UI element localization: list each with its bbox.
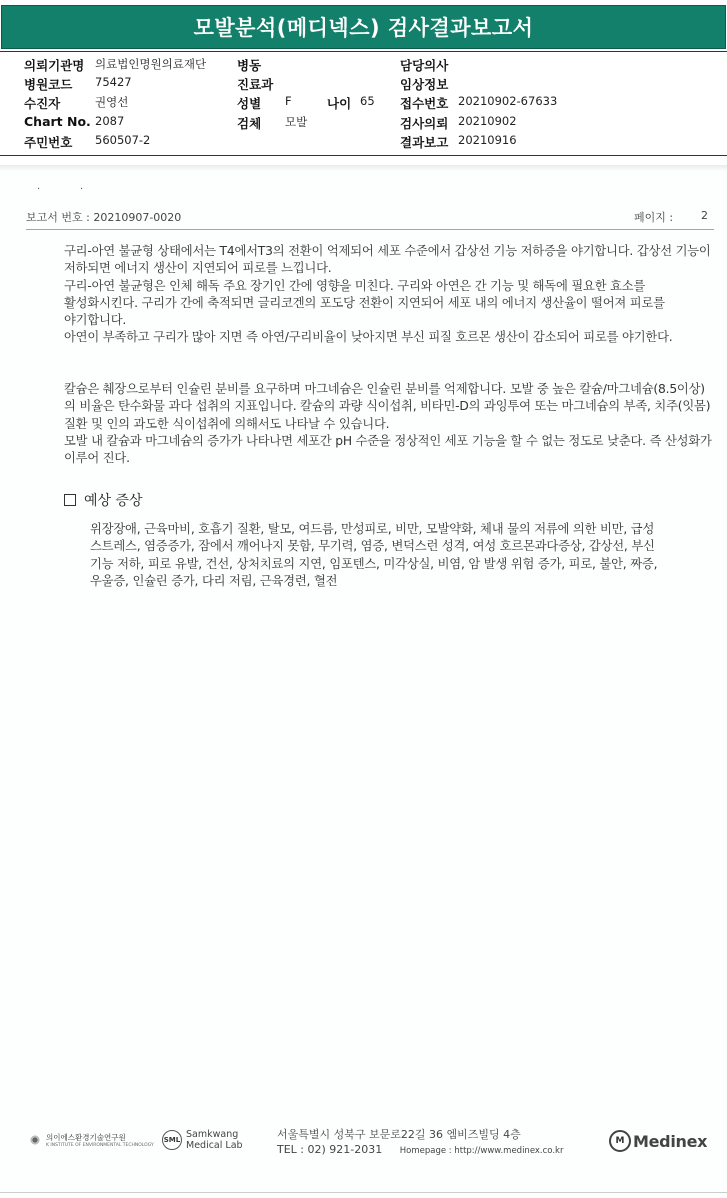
chart-no-value: 2087 bbox=[95, 114, 125, 128]
page-label: 페이지 : bbox=[634, 211, 674, 224]
resident-no-value: 560507-2 bbox=[95, 133, 151, 147]
kei-logo-icon bbox=[28, 1133, 42, 1147]
symptoms-heading bbox=[64, 490, 143, 510]
symptoms-list: 위장장애, 근육마비, 호흡기 질환, 탈모, 여드름, 만성피로, 비만, 모발약화, 체내 물의 저류에 의한 비만, 급성 스트레스, 염증증가, 잠에서 깨어나지 못함, 무기력, 염증, 변덕스런 성격, 여성 호르몬과다증상, 갑상선, 부신 기능 저하, 피로 유발, 건선, 상처치료의 지연, 임포텐스, 미각상실, 비염, 암 발생 위험 증가, 피로, 불안, 짜증, 우울증, 인슐린 증가, 다리 저림, 근육경련, 혈전 bbox=[90, 522, 658, 588]
title-bar bbox=[1, 5, 726, 49]
info-row bbox=[0, 75, 727, 93]
report-number: 보고서 번호 : 20210907-0020 bbox=[26, 211, 182, 224]
paragraph-line: 구리-아연 불균형 상태에서는 T4에서T3의 전환이 억제되어 세포 수준에서 갑상선 기능 저하증을 야기합니다. 갑상선 기능이 저하되면 에너지 생산이 지연되어 피로를 느낍니다. bbox=[64, 244, 711, 276]
clinical-label: 임상정보 bbox=[400, 77, 449, 92]
receipt-no-value: 20210902-67633 bbox=[458, 94, 558, 108]
receipt-no-label: 접수번호 bbox=[400, 96, 449, 111]
sex-value: F bbox=[285, 94, 292, 108]
specimen-value: 모발 bbox=[285, 115, 308, 129]
institution-value: 의료법인명원의료재단 bbox=[95, 57, 207, 71]
doctor-label: 담당의사 bbox=[400, 58, 449, 73]
footer-tel: TEL : 02) 921-2031 bbox=[277, 1143, 383, 1156]
footer-homepage: Homepage : http://www.medinex.co.kr bbox=[399, 1146, 564, 1156]
hospital-code-label: 병원코드 bbox=[24, 77, 73, 92]
paragraph-line: 칼슘은 췌장으로부터 인슐린 분비를 요구하며 마그네슘은 인슐린 분비를 억제합니다. 모발 중 높은 칼슘/마그네슘(8.5이상)의 비율은 탄수화물 과다 섭취의 지표입니다. 칼슘의 과량 식이섭취, 비타민-D의 과잉투여 또는 마그네슘의 부족, 치주(잇몸) 질환 및 인의 과도한 식이섭취에 의해서도 나타날 수 있습니다. bbox=[64, 382, 711, 431]
chart-no-label: Chart No. bbox=[24, 114, 91, 129]
kei-subtitle: K INSTITUTE OF ENVIRONMENTAL TECHNOLOGY bbox=[46, 1143, 154, 1148]
paragraph-line: 아연이 부족하고 구리가 많아 지면 즉 아연/구리비율이 낮아지면 부신 피질 호르몬 생산이 감소되어 피로를 야기한다. bbox=[64, 330, 673, 345]
footer-address-block bbox=[277, 1127, 563, 1159]
medinex-logo-icon: M bbox=[609, 1130, 631, 1152]
info-row bbox=[0, 133, 727, 151]
info-bottom-rule bbox=[0, 155, 727, 156]
ward-label: 병동 bbox=[237, 58, 262, 73]
info-row bbox=[0, 114, 727, 132]
checkbox-square-icon bbox=[64, 494, 76, 506]
symptoms-heading-text: 예상 증상 bbox=[84, 493, 143, 509]
footer-address: 서울특별시 성북구 보문로22길 36 엠비즈빌딩 4층 bbox=[277, 1128, 521, 1141]
specimen-label: 검체 bbox=[237, 116, 262, 131]
institution-label: 의뢰기관명 bbox=[24, 58, 85, 73]
hospital-code-value: 75427 bbox=[95, 75, 132, 89]
resident-no-label: 주민번호 bbox=[24, 135, 73, 150]
patient-label: 수진자 bbox=[24, 96, 61, 111]
kei-name: 의이에스환경기술연구원 bbox=[46, 1133, 126, 1142]
bottom-rule bbox=[0, 1192, 727, 1193]
info-row bbox=[0, 94, 727, 112]
report-date-label: 결과보고 bbox=[400, 135, 449, 150]
kei-logo bbox=[28, 1132, 154, 1148]
age-label: 나이 bbox=[327, 96, 352, 111]
page-number: 2 bbox=[701, 209, 708, 222]
sml-line2: Medical Lab bbox=[186, 1140, 243, 1151]
info-top-rule bbox=[0, 51, 727, 52]
sml-logo-icon: SML bbox=[162, 1130, 182, 1150]
page-footer bbox=[0, 1122, 727, 1164]
copper-zinc-paragraph bbox=[64, 243, 712, 347]
report-date-value: 20210916 bbox=[458, 133, 517, 147]
report-title: 모발분석(메디넥스) 검사결과보고서 bbox=[193, 16, 534, 40]
page-indicator bbox=[634, 209, 708, 225]
age-value: 65 bbox=[360, 94, 375, 108]
department-label: 진료과 bbox=[237, 77, 274, 92]
report-header bbox=[0, 0, 727, 170]
sml-line1: Samkwang bbox=[186, 1129, 239, 1140]
patient-info bbox=[0, 54, 727, 154]
medinex-logo bbox=[609, 1130, 707, 1152]
info-row bbox=[0, 56, 727, 74]
page-gap bbox=[0, 165, 727, 171]
paragraph-line: 모발 내 칼슘과 마그네슘의 증가가 나타나면 세포간 pH 수준을 정상적인 세포 기능을 할 수 없는 정도로 낮춘다. 즉 산성화가 이루어 진다. bbox=[64, 433, 712, 466]
sex-label: 성별 bbox=[237, 96, 262, 111]
request-date-value: 20210902 bbox=[458, 114, 517, 128]
header-dot: . bbox=[80, 181, 84, 192]
calcium-magnesium-paragraph bbox=[64, 381, 712, 467]
header-dot: . bbox=[37, 181, 41, 192]
samkwang-logo bbox=[162, 1129, 243, 1151]
patient-value: 권영선 bbox=[95, 95, 129, 109]
request-date-label: 검사의뢰 bbox=[400, 116, 449, 131]
report-divider bbox=[26, 229, 714, 230]
paragraph-line: 구리-아연 불균형은 인체 해독 주요 장기인 간에 영향을 미친다. 구리와 아연은 간 기능 및 해독에 필요한 효소를 활성화시킨다. 구리가 간에 축적되면 글리코겐의 포도당 전환이 지연되어 세포 내의 에너지 생산율이 떨어져 피로를 야기합니다. bbox=[64, 278, 665, 328]
medinex-wordmark: Medinex bbox=[633, 1131, 708, 1151]
